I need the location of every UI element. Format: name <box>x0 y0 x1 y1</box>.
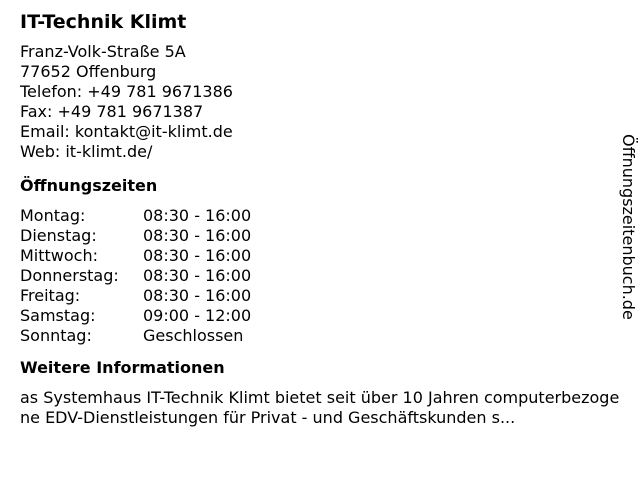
hours-row <box>20 286 251 306</box>
site-watermark-label: Öffnungszeitenbuch.de <box>619 134 638 320</box>
hours-day: Donnerstag: <box>20 266 119 285</box>
more-info-heading: Weitere Informationen <box>20 358 225 377</box>
hours-row <box>20 226 251 246</box>
hours-time: Geschlossen <box>143 326 244 345</box>
fax-line: Fax: +49 781 9671387 <box>20 102 204 121</box>
more-info-text: as Systemhaus IT-Technik Klimt bietet seit über 10 Jahren computerbezogene EDV-Dienstleistungen für Privat - und Geschäftskunden s... <box>20 388 620 427</box>
hours-day: Dienstag: <box>20 226 97 245</box>
hours-day: Freitag: <box>20 286 81 305</box>
contact-block <box>20 42 620 162</box>
hours-row <box>20 326 251 346</box>
business-card <box>20 10 620 428</box>
hours-day: Montag: <box>20 206 86 225</box>
hours-time: 08:30 - 16:00 <box>143 206 252 225</box>
hours-time: 08:30 - 16:00 <box>143 266 252 285</box>
email-line: Email: kontakt@it-klimt.de <box>20 122 233 141</box>
hours-time: 08:30 - 16:00 <box>143 246 252 265</box>
hours-day: Mittwoch: <box>20 246 98 265</box>
hours-day: Sonntag: <box>20 326 92 345</box>
hours-time: 08:30 - 16:00 <box>143 286 252 305</box>
hours-row <box>20 306 251 326</box>
address-street: Franz-Volk-Straße 5A <box>20 42 186 61</box>
hours-time: 09:00 - 12:00 <box>143 306 252 325</box>
business-name: IT-Technik Klimt <box>20 11 187 33</box>
hours-row <box>20 206 251 226</box>
hours-day: Samstag: <box>20 306 96 325</box>
phone-line: Telefon: +49 781 9671386 <box>20 82 233 101</box>
opening-hours-table <box>20 206 251 346</box>
web-line: Web: it-klimt.de/ <box>20 142 153 161</box>
opening-hours-heading: Öffnungszeiten <box>20 176 158 195</box>
hours-time: 08:30 - 16:00 <box>143 226 252 245</box>
address-city: 77652 Offenburg <box>20 62 157 81</box>
hours-row <box>20 266 251 286</box>
hours-row <box>20 246 251 266</box>
